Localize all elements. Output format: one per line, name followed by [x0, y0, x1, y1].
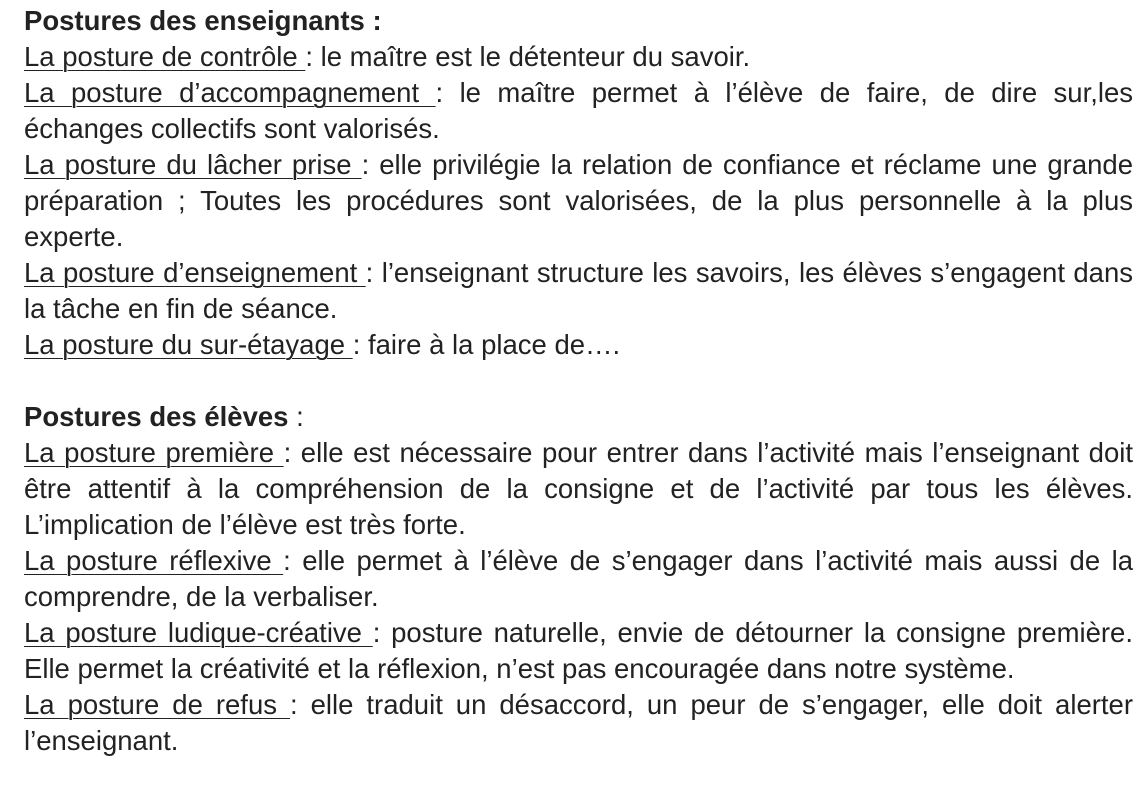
posture-item: [24, 255, 1133, 327]
section-spacer: [24, 363, 1133, 399]
section-student-postures: [24, 399, 1133, 759]
section-heading-suffix: :: [364, 5, 382, 36]
posture-description: : l’enseignant structure les savoirs, les élèves s’engagent dans la tâche en fin de séance.: [24, 257, 1133, 324]
posture-term: La posture réflexive: [24, 545, 284, 576]
posture-description: : le maître permet à l’élève de faire, de dire sur,les échanges collectifs sont valorisés.: [24, 77, 1134, 144]
section-heading: [24, 3, 1133, 39]
posture-term: La posture de refus: [24, 689, 290, 720]
posture-term: La posture de contrôle: [24, 41, 306, 72]
posture-item: [24, 615, 1133, 687]
posture-item: [24, 687, 1133, 759]
section-heading-text: Postures des enseignants: [24, 5, 365, 36]
posture-description: : faire à la place de….: [352, 329, 621, 360]
posture-item: [24, 327, 1133, 363]
document-body: [24, 3, 1133, 759]
section-heading-text: Postures des élèves: [24, 401, 289, 432]
section-teacher-postures: [24, 3, 1133, 363]
posture-item: [24, 147, 1133, 255]
posture-item: [24, 435, 1133, 543]
posture-description: : elle privilégie la relation de confiance et réclame une grande préparation ; Toutes les procédures sont valorisées, de la plus personnelle à la plus experte.: [24, 149, 1133, 252]
posture-item: [24, 39, 1133, 75]
posture-term: La posture du sur-étayage: [24, 329, 353, 360]
posture-description: : le maître est le détenteur du savoir.: [305, 41, 751, 72]
section-heading-suffix: :: [288, 401, 304, 432]
posture-term: La posture ludique-créative: [24, 617, 373, 648]
posture-item: [24, 543, 1133, 615]
posture-term: La posture d’accompagnement: [24, 77, 436, 108]
posture-term: La posture première: [24, 437, 284, 468]
posture-description: : elle est nécessaire pour entrer dans l’activité mais l’enseignant doit être attentif à la compréhension de la consigne et de l’activité par tous les élèves. L’implication de l’élève est très forte.: [24, 437, 1133, 540]
posture-description: : elle permet à l’élève de s’engager dans l’activité mais aussi de la comprendre, de la verbaliser.: [24, 545, 1133, 612]
section-heading: [24, 399, 1133, 435]
posture-term: La posture du lâcher prise: [24, 149, 362, 180]
posture-term: La posture d’enseignement: [24, 257, 366, 288]
posture-description: : elle traduit un désaccord, un peur de s’engager, elle doit alerter l’enseignant.: [24, 689, 1134, 756]
posture-description: : posture naturelle, envie de détourner la consigne première. Elle permet la créativité et la réflexion, n’est pas encouragée dans notre système.: [24, 617, 1133, 684]
posture-item: [24, 75, 1133, 147]
